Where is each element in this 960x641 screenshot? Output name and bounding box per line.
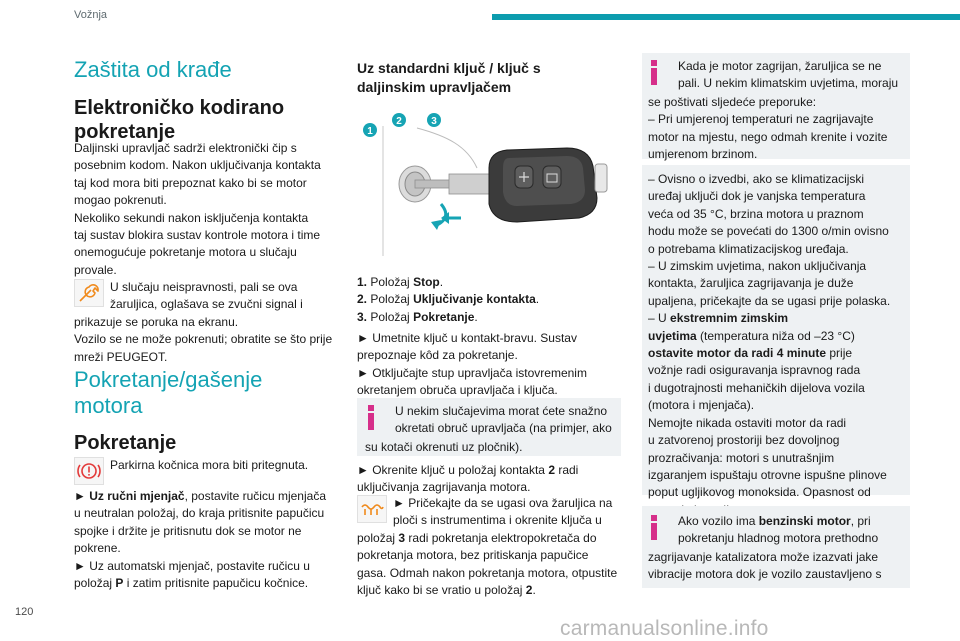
instruction-text: položaj [357, 530, 399, 545]
climate-info-box [642, 165, 910, 500]
instruction-line: uključivanja zagrijavanja motora. [357, 480, 531, 495]
glow-plug-instruction [357, 495, 621, 599]
info-text: (temperatura niža od –23 °C) [696, 328, 855, 343]
position-name: Uključivanje kontakta [413, 292, 536, 307]
info-text: Ako vozilo ima [678, 514, 759, 528]
title-standard-key [357, 59, 621, 97]
title-theft-protection: Zaštita od krađe [74, 57, 232, 82]
info-line: okretati obruč upravljača (na primjer, ako [395, 421, 612, 436]
body-line: provale. [74, 262, 117, 277]
info-line: Nemojte nikada ostaviti motor da radi [648, 415, 847, 430]
warning-line: prikazuje se poruka na ekranu. [74, 314, 239, 329]
glow-plug-icon [357, 495, 387, 523]
instruction-line [357, 462, 621, 479]
position-2: 2 [525, 583, 533, 598]
info-line: umjerenom brzinom. [648, 147, 758, 162]
instruction-text: radi [555, 463, 579, 477]
info-line: se poštivati sljedeće preporuke: [648, 95, 817, 109]
title-standard-key-line2: daljinskim upravljačem [357, 79, 512, 95]
positions-list [357, 274, 621, 326]
instruction-text: radi pokretanja elektropokretača do [405, 530, 597, 545]
instruction-line: okretanjem obruča upravljača i ključa. [357, 383, 558, 398]
info-icon [365, 403, 391, 439]
info-line: – U zimskim uvjetima, nakon uključivanja [648, 259, 867, 274]
instruction-line: pokrene. [74, 541, 121, 556]
position-text: Položaj [370, 292, 414, 307]
immobiliser-body [74, 140, 336, 279]
watermark: carmanualsonline.info [560, 617, 769, 640]
body-line: Nekoliko sekundi nakon isključenja kontakta [74, 210, 309, 225]
position-2: 2 [548, 463, 555, 477]
info-line: i dugotrajnosti mehaničkih dijelova vozila [648, 380, 865, 395]
running-header: Vožnja [74, 9, 108, 21]
badge-3: 3 [431, 116, 437, 127]
info-line [648, 345, 906, 362]
info-line: kontakta, žaruljica zagrijavanja je duže [648, 276, 854, 291]
info-line [648, 310, 906, 327]
info-line [648, 328, 906, 345]
wrench-warning-icon [74, 279, 104, 307]
info-line: pali. U nekim klimatskim uvjetima, moraju [678, 76, 899, 91]
position-item [357, 274, 621, 291]
title-start-stop-line2: motora [74, 393, 143, 418]
info-line: uređaj uključi dok je vanjska temperatura [648, 189, 866, 204]
page-number: 120 [15, 606, 34, 618]
info-icon [648, 58, 674, 94]
info-line: – Ovisno o izvedbi, ako se klimatizacijski [648, 172, 865, 186]
position-text: Položaj [370, 275, 414, 289]
title-immobiliser-line1: Elektroničko kodirano [74, 97, 285, 119]
info-emphasis: ekstremnim zimskim [670, 311, 789, 326]
badge-1: 1 [367, 126, 373, 137]
instruction-line [74, 575, 336, 592]
info-line: hodu može se povećati do 1300 o/min ovisno [648, 224, 889, 239]
title-start-stop [74, 367, 336, 419]
title-starting: Pokretanje [74, 432, 177, 454]
info-line: – Pri umjerenoj temperaturi ne zagrijavajte [648, 112, 874, 127]
info-line: o potrebama klimatizacijskog uređaja. [648, 241, 849, 256]
instruction-line: pokretanja motora, bez pritiskanja papučice [357, 548, 589, 563]
instruction-line: ► Pričekajte da se ugasi ova žaruljica na [393, 496, 613, 510]
info-line: zagrijavanje katalizatora može izazvati jake [648, 550, 879, 564]
info-line: (motora i mjenjača). [648, 398, 755, 413]
brake-note [74, 457, 336, 485]
body-line: taj sustav blokira sustav kontrole motora i time [74, 228, 321, 243]
body-line: taj kod mora biti prepoznat kako bi se motor [74, 175, 307, 190]
instruction-line [357, 530, 621, 547]
info-line: vožnje radi osiguravanja ispravnog rada [648, 363, 861, 378]
title-immobiliser [74, 96, 336, 144]
steering-info-box [357, 398, 621, 456]
position-end: . [535, 292, 540, 307]
manual-gearbox-label: Uz ručni mjenjač [89, 489, 185, 503]
warning-line: U slučaju neispravnosti, pali se ova [110, 280, 298, 294]
position-number: 1. [357, 275, 368, 289]
instruction-line [357, 582, 621, 599]
insert-key-instructions [357, 330, 621, 400]
info-icon [648, 513, 674, 549]
warm-engine-info-box [642, 53, 910, 162]
position-end: . [439, 275, 444, 289]
title-standard-key-line1: Uz standardni ključ / ključ s [357, 60, 541, 76]
position-item [357, 291, 621, 308]
instruction-text: i zatim pritisnite papučicu kočnice. [123, 576, 309, 591]
instruction-line: ploči s instrumentima i okrenite ključa u [393, 513, 602, 528]
instruction-line: gasa. Odmah nakon pokretanja motora, otpustite [357, 565, 618, 580]
info-emphasis: benzinski motor [758, 514, 851, 528]
warning-line: mreži PEUGEOT. [74, 349, 168, 364]
instruction-line: u neutralan položaj, do kraja pritisnite papučicu [74, 506, 325, 521]
header-accent-bar [492, 14, 960, 20]
info-emphasis: uvjetima [648, 328, 697, 343]
position-number: 2. [357, 292, 368, 307]
info-line: poput ugljikovog monoksida. Opasnost od [648, 485, 871, 500]
info-line: motor na mjestu, nego odmah krenite i vozite [648, 129, 888, 144]
gear-p: P [115, 576, 124, 591]
title-immobiliser-line2: pokretanje [74, 121, 176, 143]
instruction-line: prepoznaje kôd za pokretanje. [357, 348, 518, 363]
instruction-text: položaj [74, 576, 116, 591]
info-line: veća od 35 °C, brzina motora u praznom [648, 206, 864, 221]
info-text: prije [826, 346, 853, 361]
instruction-text: ► Okrenite ključ u položaj kontakta [357, 463, 549, 477]
key-ignition-illustration [357, 106, 621, 266]
info-emphasis: ostavite motor da radi 4 minute [648, 346, 827, 361]
instruction-line: spojke i držite je pritisnutu dok se motor ne [74, 523, 302, 538]
instruction-text: , postavite ručicu mjenjača [184, 489, 326, 503]
turn-key-instructions [357, 462, 621, 497]
instruction-line: ► Otključajte stup upravljača istovremenim [357, 365, 587, 380]
bullet: ► [74, 489, 90, 503]
body-line: posebnim kodom. Nakon uključivanja kontakta [74, 158, 321, 173]
info-line: Kada je motor zagrijan, žaruljica se ne [678, 59, 882, 73]
position-3: 3 [398, 530, 406, 545]
body-line: Daljinski upravljač sadrži elektronički čip s [74, 141, 297, 155]
instruction-text: . [532, 583, 536, 598]
position-text: Položaj [370, 309, 414, 324]
info-line: vibracije motora dok je vozilo zaustavljeno s [648, 567, 882, 582]
position-end: . [474, 309, 478, 324]
info-line: u zatvorenoj prostoriji bez dovoljnog [648, 433, 840, 448]
title-start-stop-line1: Pokretanje/gašenje [74, 367, 263, 392]
info-line: pokretanju hladnog motora prethodno [678, 531, 879, 546]
info-text: – U [648, 311, 671, 326]
parking-brake-icon [74, 457, 104, 485]
badge-2: 2 [396, 116, 402, 127]
instruction-line: ► Uz automatski mjenjač, postavite ručicu u [74, 558, 310, 573]
body-line: mogao pokrenuti. [74, 193, 167, 208]
warning-line: Vozilo se ne može pokrenuti; obratite se što prije [74, 332, 333, 347]
info-text: , pri [850, 514, 871, 528]
info-line: su kotači okrenuti uz pločnik). [365, 440, 523, 454]
position-item [357, 309, 621, 326]
instruction-text: ključ kako bi se vratio u položaj [357, 583, 526, 598]
info-line: izgaranjem ispuštaju otrovne ispušne plinove [648, 467, 887, 482]
instruction-line: ► Umetnite ključ u kontakt-bravu. Sustav [357, 331, 577, 345]
position-number: 3. [357, 309, 368, 324]
brake-note-text: Parkirna kočnica mora biti pritegnuta. [110, 458, 309, 472]
warning-note [74, 279, 336, 366]
position-name: Stop [413, 275, 440, 289]
body-line: onemogućuje pokretanje motora u slučaju [74, 245, 297, 260]
info-line: upaljena, pričekajte da se ugasi prije polaska. [648, 293, 891, 308]
manual-gearbox-instruction [74, 488, 336, 592]
info-line: U nekim slučajevima morat ćete snažno [395, 404, 608, 418]
position-name: Pokretanje [413, 309, 475, 324]
info-line [648, 513, 906, 530]
warning-line: žaruljica, oglašava se zvučni signal i [110, 297, 303, 312]
instruction-line [74, 488, 336, 505]
petrol-engine-info-box [642, 506, 910, 588]
info-line: prozračivanja: motori s unutrašnjim [648, 450, 835, 465]
